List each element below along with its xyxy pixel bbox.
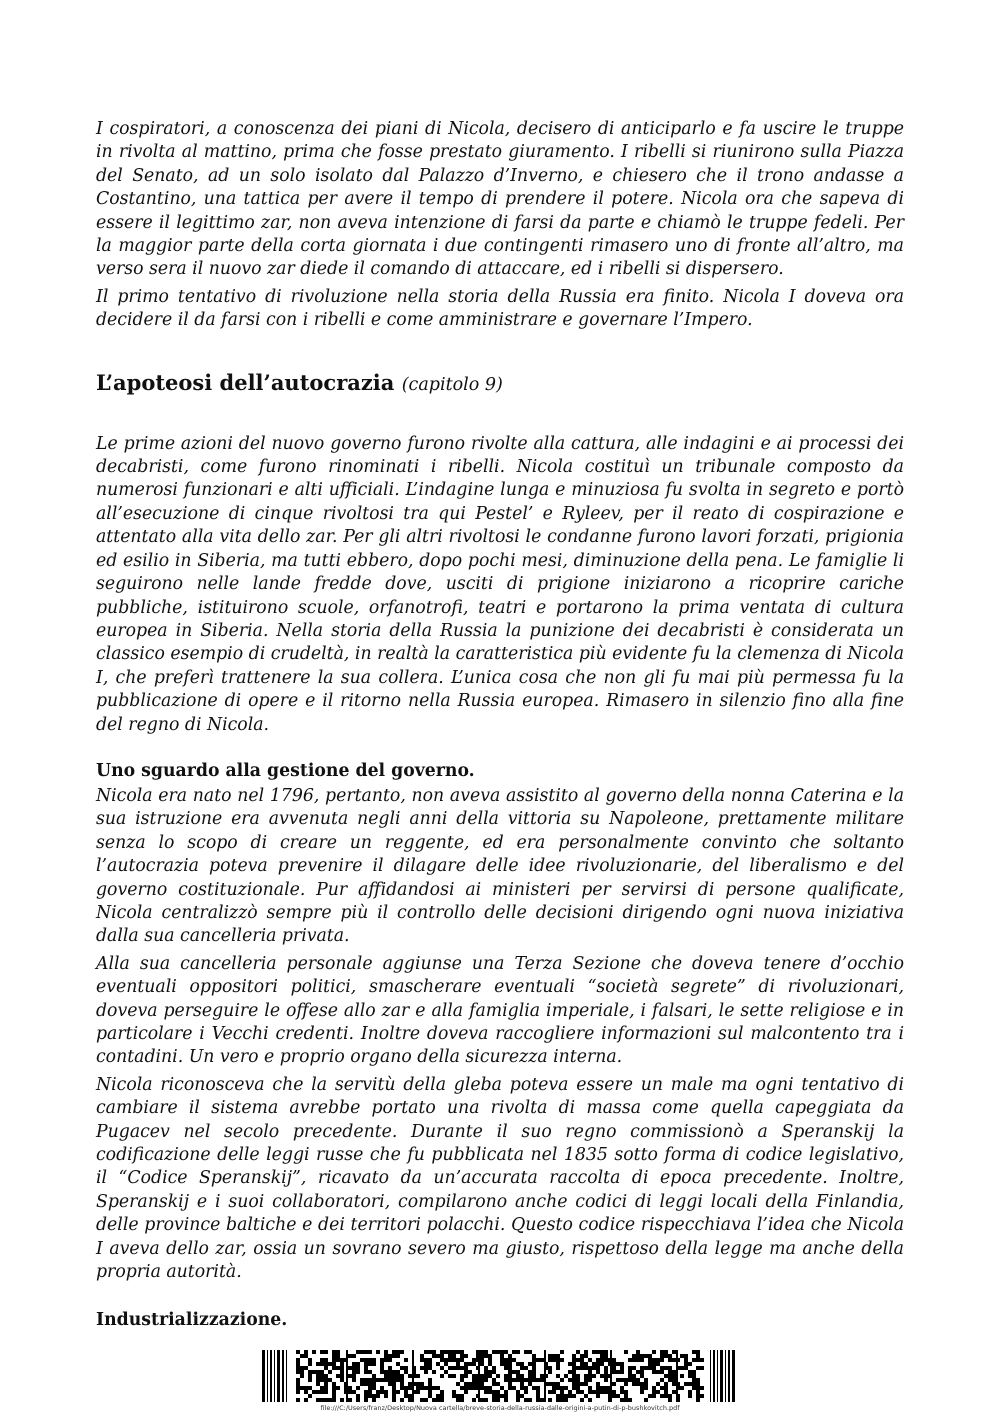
chapter-title: L’apoteosi dell’autocrazia [96, 369, 395, 395]
chapter-paragraph-1: Le prime azioni del nuovo governo furono rivolte alla cattura, alle indagini e ai processi dei decabristi, come furono rinominati i ribelli. Nicola costituì un tribunale composto da numerosi funzionari e alti ufficiali. L’indagine lunga e minuziosa fu svolta in segreto e portò all’esecuzione di cinque rivoltosi tra qui Pestel’ e Ryleev, per il reato di cospirazione e attentato alla vita dello zar. Per gli altri rivoltosi le condanne furono lavori forzati, prigionia ed esilio in Siberia, ma tutti ebbero, dopo pochi mesi, diminuzione della pena. Le famiglie li seguirono nelle lande fredde dove, usciti di prigione iniziarono a ricoprire cariche pubbliche, istituirono scuole, orfanotrofi, teatri e portarono la prima ventata di cultura europea in Siberia. Nella storia della Russia la punizione dei decabristi è considerata un classico esempio di crudeltà, in realtà la caratteristica più evidente fu la clemenza di Nicola I, che preferì trattenere la sua collera. L’unica cosa che non gli fu mai più permessa fu la pubblicazione di opere e il ritorno nella Russia europea. Rimasero in silenzio fino alla fine del regno di Nicola. [96, 433, 904, 735]
barcode-footer [246, 1338, 754, 1408]
section1-paragraph-1: Nicola era nato nel 1796, pertanto, non aveva assistito al governo della nonna Caterina e la sua istruzione era avvenuta negli anni della vittoria su Napoleone, prettamente militare senza lo scopo di creare un reggente, ed era personalmente convinto che soltanto l’autocrazia poteva prevenire il dilagare delle idee rivoluzionarie, del liberalismo e del governo costituzionale. Pur affidandosi ai ministeri per servirsi di persone qualificate, Nicola centralizzò sempre più il controllo delle decisioni dirigendo ogni nuova iniziativa dalla sua cancelleria privata. [96, 785, 904, 947]
document-page [96, 118, 904, 1334]
section1-paragraph-3: Nicola riconosceva che la servitù della gleba poteva essere un male ma ogni tentativo di cambiare il sistema avrebbe portato una rivolta di massa come quella capeggiata da Pugacev nel secolo precedente. Durante il suo regno commissionò a Speranskij la codificazione delle leggi russe che fu pubblicata nel 1835 sotto forma di codice legislativo, il “Codice Speranskij”, ricavato da un’accurata raccolta di epoca precedente. Inoltre, Speranskij e i suoi collaboratori, compilarono anche codici di leggi locali della Finlandia, delle province baltiche e dei territori polacchi. Questo codice rispecchiava l’idea che Nicola I aveva dello zar, ossia un sovrano severo ma giusto, rispettoso della legge ma anche della propria autorità. [96, 1074, 904, 1283]
intro-section [96, 118, 904, 333]
chapter-heading [96, 369, 904, 399]
section-heading-governo: Uno sguardo alla gestione del governo. [96, 760, 475, 781]
footer-file-url: file:///C:/Users/franz/Desktop/Nuova cartella/breve-storia-della-russia-dalle-origini-a-putin-di-p-bushkovitch.pdf [320, 1404, 680, 1412]
intro-paragraph-1: I cospiratori, a conoscenza dei piani di Nicola, decisero di anticiparlo e fa uscire le truppe in rivolta al mattino, prima che fosse prestato giuramento. I ribelli si riunirono sulla Piazza del Senato, ad un solo isolato dal Palazzo d’Inverno, e chiesero che il trono andasse a Costantino, una tattica per avere il tempo di prendere il potere. Nicola ora che sapeva di essere il legittimo zar, non aveva intenzione di farsi da parte e chiamò le truppe fedeli. Per la maggior parte della corta giornata i due contingenti rimasero uno di fronte all’altro, ma verso sera il nuovo zar diede il comando di attaccare, ed i ribelli si dispersero. [96, 119, 904, 280]
section1-paragraph-2: Alla sua cancelleria personale aggiunse una Terza Sezione che doveva tenere d’occhio eventuali oppositori politici, smascherare eventuali “società segrete” di rivoluzionari, doveva perseguire le offese allo zar e alla famiglia imperiale, i falsari, le sette religiose e in particolare i Vecchi credenti. Inoltre doveva raccogliere informazioni sul malcontento tra i contadini. Un vero e proprio organo della sicurezza interna. [96, 953, 904, 1068]
chapter-subtitle: (capitolo 9) [401, 374, 503, 395]
section-heading-industrializzazione: Industrializzazione. [96, 1310, 288, 1331]
intro-paragraph-2: Il primo tentativo di rivoluzione nella storia della Russia era finito. Nicola I doveva ora decidere il da farsi con i ribelli e come amministrare e governare l’Impero. [96, 286, 904, 331]
barcode-icon [262, 1350, 738, 1402]
